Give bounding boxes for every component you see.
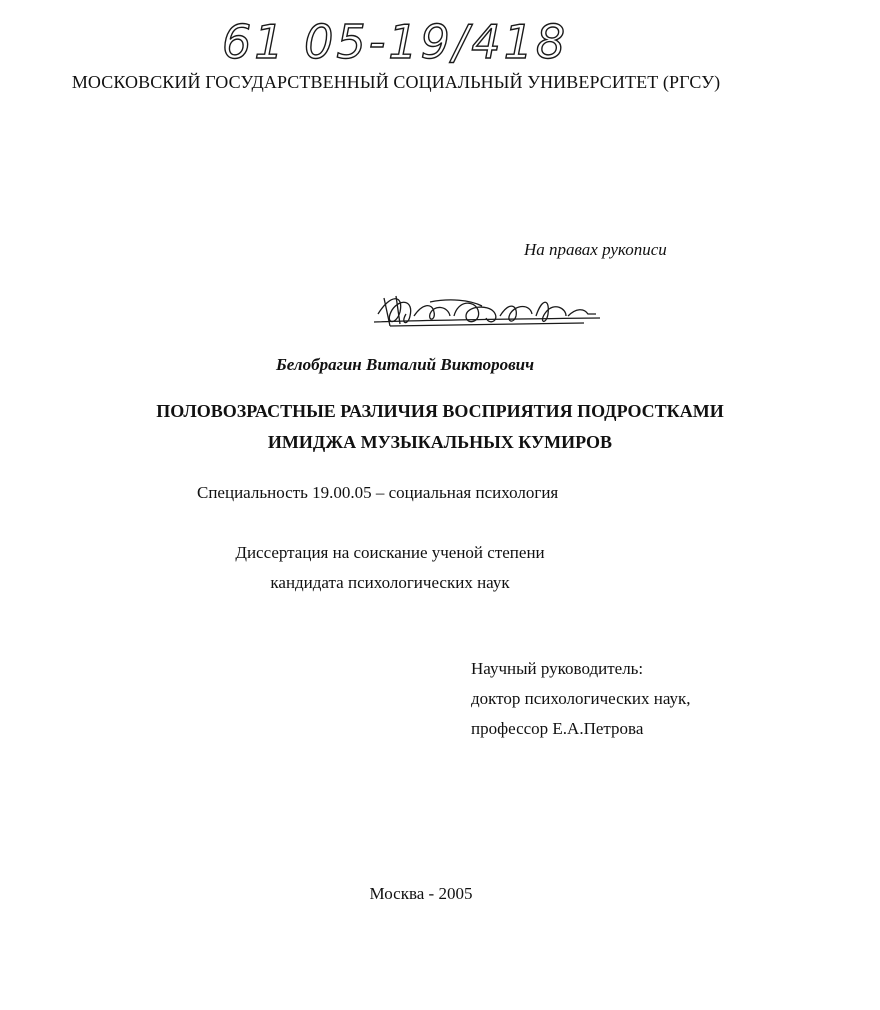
supervisor-block [471, 654, 691, 744]
city-year: Москва - 2005 [369, 884, 473, 903]
degree-statement [0, 538, 780, 598]
signature-graphic [370, 286, 610, 336]
supervisor-degree: доктор психологических наук, [471, 689, 691, 708]
handwritten-number-graphic [218, 6, 569, 70]
handwritten-number-text: 61 05-19/418 [222, 15, 569, 69]
author-signature [370, 286, 610, 336]
handwritten-registration-number [218, 6, 569, 70]
title-line-1: ПОЛОВОЗРАСТНЫЕ РАЗЛИЧИЯ ВОСПРИЯТИЯ ПОДРОСТКАМИ [156, 401, 724, 421]
specialty: Специальность 19.00.05 – социальная психология [197, 483, 559, 502]
author-name: Белобрагин Виталий Викторович [275, 355, 535, 374]
supervisor-name: профессор Е.А.Петрова [471, 719, 644, 738]
rights-note: На правах рукописи [524, 240, 667, 259]
university-name: МОСКОВСКИЙ ГОСУДАРСТВЕННЫЙ СОЦИАЛЬНЫЙ УНИВЕРСИТЕТ (РГСУ) [71, 72, 721, 92]
degree-line-2: кандидата психологических наук [270, 573, 510, 592]
degree-line-1: Диссертация на соискание ученой степени [235, 543, 545, 562]
dissertation-title [0, 396, 880, 458]
title-line-2: ИМИДЖА МУЗЫКАЛЬНЫХ КУМИРОВ [267, 432, 613, 452]
supervisor-label: Научный руководитель: [471, 659, 644, 678]
